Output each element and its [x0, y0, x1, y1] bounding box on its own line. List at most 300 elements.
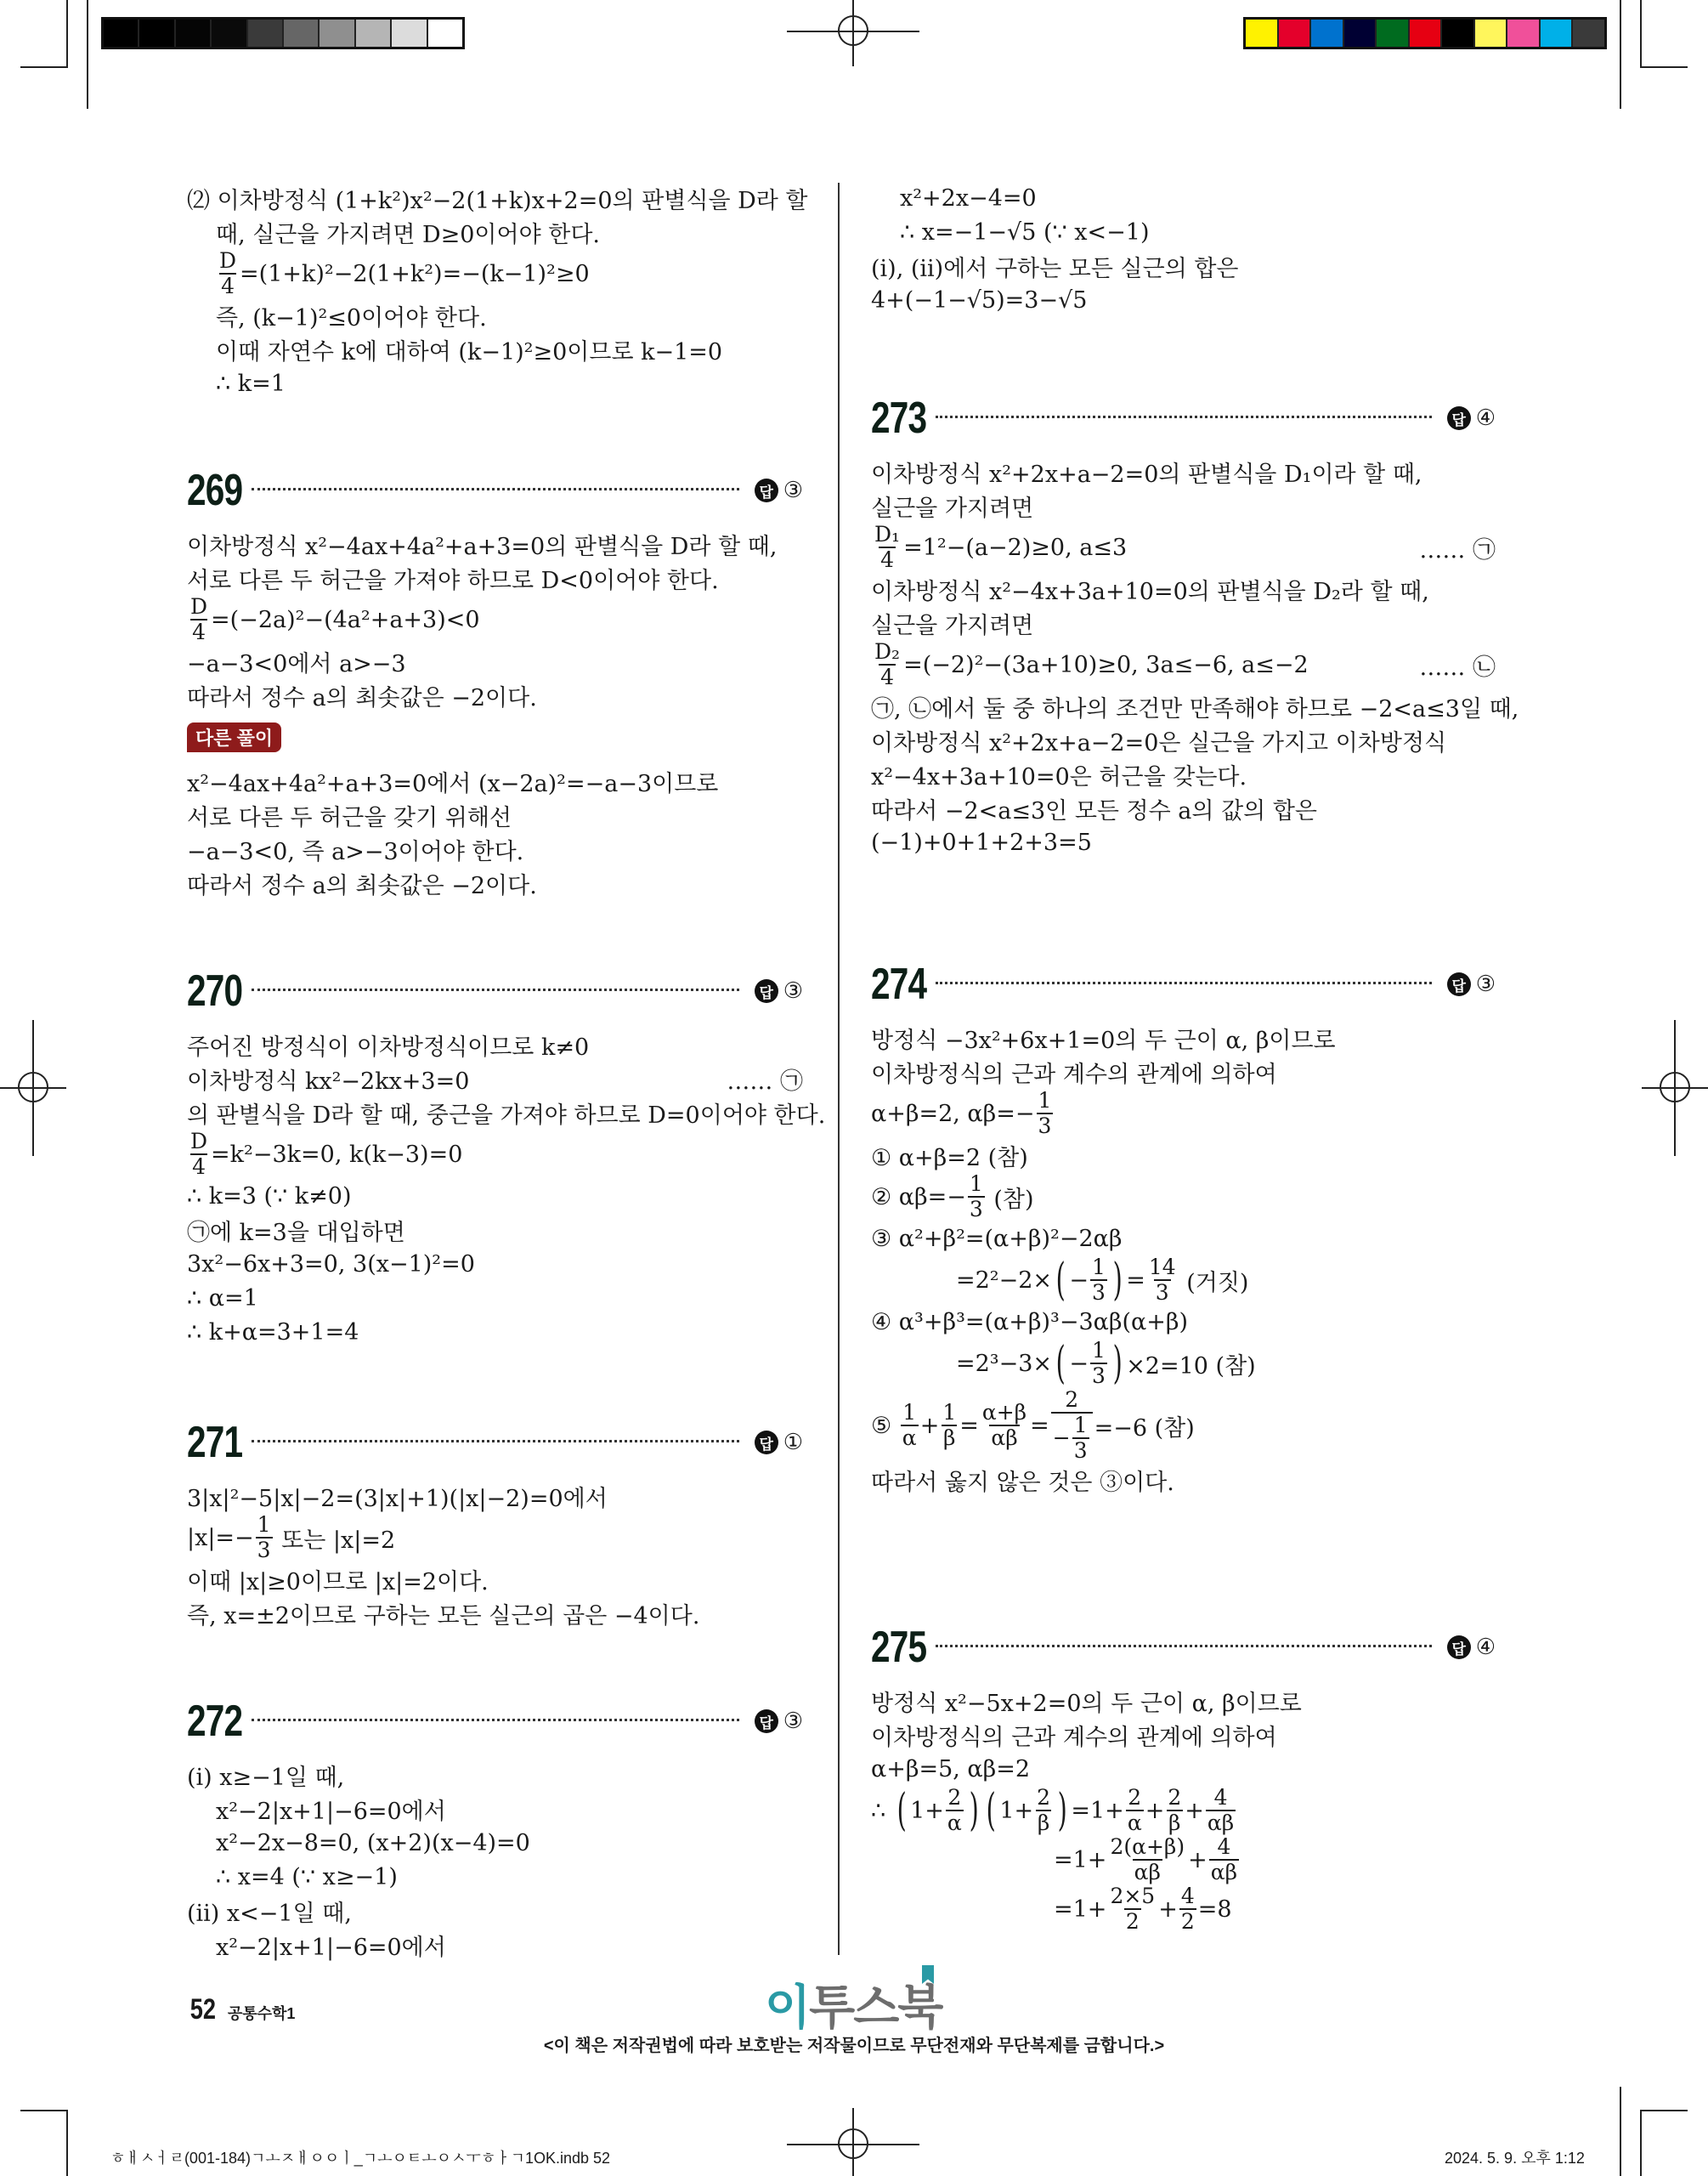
fraction: [873, 523, 902, 572]
solution-line: [187, 764, 803, 798]
math-text: 이차방정식의 근과 계수의 관계에 의하여: [871, 1061, 1277, 1088]
math-text: (거짓): [1179, 1269, 1249, 1296]
fraction: [1147, 1255, 1178, 1305]
solution-line: [187, 644, 803, 678]
fraction: [1108, 1884, 1157, 1934]
solution-lines: [871, 1684, 1496, 1934]
solution-line: [871, 640, 1496, 689]
math-text: 또는 |x|=2: [274, 1527, 396, 1554]
color-swatch: [356, 20, 392, 47]
math-text: x²−4x+3a+10=0은 허근을 갖는다.: [871, 763, 1247, 790]
publisher-logo: [765, 1970, 942, 2038]
color-swatch: [1442, 20, 1475, 47]
math-text: ∴ α=1: [187, 1284, 258, 1312]
solution-line: [871, 1221, 1496, 1255]
solution-line: [187, 366, 803, 400]
color-swatch: [1344, 20, 1377, 47]
math-text: +: [1145, 1797, 1165, 1824]
solution-line: [187, 1130, 803, 1179]
fraction: [1166, 1786, 1183, 1835]
fraction-numerator: D: [190, 1129, 208, 1153]
math-text: 1+: [999, 1797, 1034, 1824]
fraction-denominator: [1051, 1412, 1093, 1463]
math-text: =2³−3×: [956, 1350, 1053, 1377]
solution-line: [871, 825, 1496, 859]
color-swatch: [1507, 20, 1541, 47]
fraction: [873, 640, 902, 689]
fraction-numerator: 1: [1091, 1338, 1106, 1363]
solution-line: [187, 1028, 803, 1062]
math-text: 방정식 −3x²+6x+1=0의 두 근이 α, β이므로: [871, 1027, 1336, 1054]
large-parenthesis: ): [969, 1785, 979, 1836]
math-text: ×2=10 (참): [1126, 1352, 1256, 1380]
solution-line: [187, 1562, 803, 1596]
fraction-numerator: 4: [1213, 1785, 1228, 1810]
fraction: [189, 1130, 209, 1179]
alternative-solution-badge: 다른 풀이: [187, 722, 281, 752]
fraction-numerator: 1: [969, 1171, 983, 1196]
math-text: 따라서 정수 a의 최솟값은 −2이다.: [187, 872, 537, 899]
problem-272-continued: [871, 181, 1496, 317]
math-text: (ⅰ) x≥−1일 때,: [187, 1764, 345, 1791]
fraction: [981, 1401, 1028, 1450]
math-text: +: [1185, 1797, 1204, 1824]
math-text: ∴ k+α=3+1=4: [187, 1318, 359, 1346]
fraction-numerator: 2(α+β): [1110, 1834, 1185, 1859]
solution-line: [187, 1792, 803, 1826]
problem-275: [871, 1622, 1496, 1934]
math-text: α+β=5, αβ=2: [871, 1755, 1031, 1782]
math-text: 서로 다른 두 허근을 가져야 하므로 D<0이어야 한다.: [187, 567, 719, 594]
fraction-numerator: 1: [1073, 1413, 1088, 1437]
fraction-denominator: αβ: [1134, 1860, 1161, 1884]
answer-badge-icon: 답: [755, 1709, 778, 1733]
problem-number: 270: [187, 966, 243, 1016]
math-text: α+β=2, αβ=−: [871, 1100, 1035, 1127]
color-swatch: [320, 20, 355, 47]
math-text: |x|=−: [187, 1524, 254, 1551]
math-text: ∴ x=4 (∵ x≥−1): [216, 1863, 398, 1890]
math-text: 이차방정식 x²−4x+3a+10=0의 판별식을 D₂라 할 때,: [871, 578, 1429, 605]
math-text: 이차방정식 x²+2x+a−2=0은 실근을 가지고 이차방정식: [871, 729, 1447, 756]
solution-line: [187, 678, 803, 712]
math-text: ∴ k=3 (∵ k≠0): [187, 1182, 352, 1210]
fraction: [256, 1513, 273, 1562]
math-text: +: [919, 1412, 940, 1439]
color-swatch: [1475, 20, 1508, 47]
solution-line: [871, 283, 1496, 317]
math-text: x²−4ax+4a²+a+3=0에서 (x−2a)²=−a−3이므로: [187, 770, 719, 797]
fraction: [1179, 1884, 1196, 1934]
problem-274: [871, 959, 1496, 1497]
fraction-numerator: 2: [1037, 1785, 1051, 1810]
math-text: x²−2|x+1|−6=0에서: [216, 1934, 446, 1961]
solution-line: [187, 1479, 803, 1513]
fraction-numerator: D₂: [874, 639, 901, 664]
fraction-numerator: α+β: [981, 1400, 1027, 1425]
solution-line: [871, 455, 1496, 489]
math-text: 따라서 정수 a의 최솟값은 −2이다.: [187, 684, 537, 711]
color-swatch: [284, 20, 320, 47]
solution-lines: [187, 527, 803, 712]
solution-line: [871, 723, 1496, 757]
math-text: −: [1069, 1350, 1089, 1377]
solution-line: [187, 1096, 826, 1130]
large-parenthesis: (: [1055, 1255, 1066, 1306]
math-text: −: [1052, 1425, 1071, 1450]
fraction-numerator: D: [219, 248, 237, 273]
color-swatch: [104, 20, 139, 47]
math-text: 이차방정식 x²−4ax+4a²+a+3=0의 판별식을 D라 할 때,: [187, 533, 778, 560]
fraction-numerator: 4: [1180, 1884, 1195, 1908]
answer-badge-icon: 답: [755, 1431, 778, 1454]
color-swatch: [1573, 20, 1604, 47]
math-text: (ⅰ), (ⅱ)에서 구하는 모든 실근의 합은: [871, 255, 1239, 282]
math-text: =8: [1197, 1896, 1232, 1923]
math-text: =: [1030, 1412, 1049, 1439]
solution-line: [187, 866, 803, 900]
math-text: =(−2)²−(3a+10)≥0, 3a≤−6, a≤−2: [903, 651, 1309, 678]
solution-line: [187, 527, 803, 561]
fraction-denominator: 4: [880, 547, 894, 572]
large-parenthesis: ): [1112, 1338, 1123, 1389]
math-text: 의 판별식을 D라 할 때, 중근을 가져야 하므로 D=0이어야 한다.: [187, 1102, 826, 1129]
solution-line: [871, 1021, 1496, 1055]
equation-label: …… ㉠: [1419, 536, 1496, 564]
math-text: =2²−2×: [956, 1266, 1053, 1294]
answer-value: ③: [1475, 972, 1496, 997]
problem-273: [871, 393, 1519, 859]
answer: [1447, 1635, 1496, 1660]
solution-line: [187, 181, 808, 215]
math-text: =1+: [1054, 1896, 1107, 1923]
fraction-denominator: α: [1127, 1810, 1142, 1835]
solution-line: [187, 1281, 803, 1315]
math-text: 때, 실근을 가지려면 D≥0이어야 한다.: [216, 221, 601, 248]
solution-line: [187, 1826, 803, 1860]
fraction-numerator: 2: [1168, 1785, 1182, 1810]
solution-268-part2: [187, 181, 808, 400]
fraction: [1090, 1339, 1107, 1388]
large-parenthesis: (: [1055, 1338, 1066, 1389]
color-swatch: [1279, 20, 1312, 47]
answer-value: ③: [783, 978, 803, 1004]
solution-lines: [187, 1028, 826, 1349]
color-swatch: [139, 20, 175, 47]
math-text: =−6 (참): [1094, 1414, 1195, 1442]
fraction: [1051, 1388, 1093, 1463]
solution-line: [871, 523, 1496, 572]
math-text: 1+: [910, 1797, 944, 1824]
math-text: =k²−3k=0, k(k−3)=0: [211, 1141, 463, 1168]
solution-line: [187, 595, 803, 644]
fraction-numerator: 2: [1128, 1785, 1142, 1810]
color-swatch: [1246, 20, 1279, 47]
fraction: [1209, 1835, 1239, 1884]
fraction-denominator: 4: [221, 274, 235, 298]
solution-line: [871, 249, 1496, 283]
fraction-numerator: 2×5: [1110, 1884, 1156, 1908]
solution-line: [187, 249, 803, 298]
dotted-leader: [252, 488, 739, 490]
color-swatch: [248, 20, 284, 47]
fraction-numerator: 1: [902, 1400, 917, 1425]
solution-line: [871, 489, 1496, 523]
solution-line: [871, 1172, 1496, 1221]
math-text: 이차방정식 x²+2x+a−2=0의 판별식을 D₁이라 할 때,: [871, 461, 1422, 488]
solution-line: [187, 561, 803, 595]
fraction-numerator: 2: [1065, 1387, 1079, 1412]
equation-label: …… ㉡: [1419, 654, 1496, 681]
fraction-numerator: 1: [942, 1400, 957, 1425]
problem-number: 272: [187, 1697, 243, 1746]
fraction-denominator: α: [902, 1425, 917, 1450]
problem-270: [187, 966, 826, 1349]
solution-line: [871, 1718, 1496, 1752]
fraction: [218, 249, 238, 298]
solution-line: [871, 1884, 1496, 1934]
solution-line: [871, 572, 1496, 606]
fraction-numerator: D₁: [874, 522, 901, 547]
solution-line: [187, 832, 803, 866]
math-text: 주어진 방정식이 이차방정식이므로 k≠0: [187, 1034, 590, 1061]
math-text: =1+: [1054, 1846, 1107, 1873]
problem-header: [871, 393, 1496, 444]
math-text: +: [1158, 1896, 1178, 1923]
solution-line: [871, 215, 1496, 249]
fraction-denominator: 2: [1125, 1909, 1140, 1934]
math-text: ㉠, ㉡에서 둘 중 하나의 조건만 만족해야 하므로 −2<a≤3일 때,: [871, 695, 1519, 722]
solution-line: [187, 1062, 803, 1096]
problem-header: [871, 1622, 1496, 1673]
solution-line: [187, 332, 803, 366]
solution-lines: [187, 1758, 803, 1962]
problem-number: 271: [187, 1418, 243, 1467]
print-slug-filename: ㅎㅐㅅㅓㄹ(001-184)ㄱㅗㅈㅐㅇㅇㅣ_ㄱㅗㅇㅌㅗㅇㅅㅜㅎㅏㄱ1OK.indb 52: [110, 2150, 611, 2167]
logo-text-first: 이: [765, 1980, 810, 2034]
dotted-leader: [936, 416, 1432, 418]
fraction-denominator: 3: [1091, 1363, 1106, 1388]
color-swatch: [1311, 20, 1344, 47]
page-number: 52: [189, 1993, 217, 2026]
solution-line: [871, 181, 1496, 215]
solution-lines: [187, 181, 808, 400]
fraction-denominator: 3: [1038, 1114, 1052, 1138]
answer: [755, 1708, 803, 1734]
math-text: ∴ x=−1−√5 (∵ x<−1): [900, 218, 1150, 246]
large-parenthesis: (: [896, 1785, 907, 1836]
math-text: ∴: [871, 1797, 893, 1824]
math-text: 이때 |x|≥0이므로 |x|=2이다.: [187, 1568, 489, 1595]
solution-line: [871, 606, 1496, 640]
math-text: =1²−(a−2)≥0, a≤3: [903, 534, 1128, 561]
large-parenthesis: ): [1057, 1785, 1067, 1836]
solution-lines: [871, 181, 1496, 317]
math-text: 4+(−1−√5)=3−√5: [871, 286, 1088, 314]
color-swatch: [176, 20, 212, 47]
solution-line: [871, 1786, 1496, 1835]
solution-line: [871, 1463, 1496, 1497]
fraction-numerator: D: [190, 594, 208, 619]
math-text: =1+: [1071, 1797, 1124, 1824]
problem-271: [187, 1417, 803, 1630]
book-title: 공통수학1: [227, 2005, 296, 2022]
solution-line: [871, 1684, 1496, 1718]
solution-line: [871, 1255, 1496, 1305]
answer: [755, 978, 803, 1004]
fraction: [1126, 1786, 1144, 1835]
math-text: ② αβ=−: [871, 1183, 966, 1210]
math-text: 3|x|²−5|x|−2=(3|x|+1)(|x|−2)=0에서: [187, 1485, 608, 1512]
fraction: [1206, 1786, 1236, 1835]
math-text: ⑵ 이차방정식 (1+k²)x²−2(1+k)x+2=0의 판별식을 D라 할: [187, 187, 808, 214]
fraction-numerator: 2: [947, 1785, 962, 1810]
solution-line: [871, 757, 1496, 791]
math-text: 3x²−6x+3=0, 3(x−1)²=0: [187, 1250, 475, 1278]
fraction-denominator: 3: [1091, 1280, 1106, 1305]
fraction-denominator: 3: [257, 1538, 271, 1562]
fraction-denominator: αβ: [991, 1425, 1018, 1450]
problem-number: 274: [871, 960, 927, 1009]
solution-line: [871, 1388, 1496, 1463]
fraction-denominator: β: [1168, 1810, 1181, 1835]
fraction-numerator: 1: [1038, 1088, 1052, 1113]
problem-272: [187, 1696, 803, 1962]
dotted-leader: [252, 1719, 739, 1721]
solution-line: [187, 1894, 803, 1928]
fraction-denominator: 4: [192, 620, 206, 644]
math-text: ④ α³+β³=(α+β)³−3αβ(α+β): [871, 1308, 1189, 1335]
math-text: x²+2x−4=0: [900, 184, 1037, 212]
math-text: +: [1188, 1846, 1207, 1873]
dotted-leader: [936, 982, 1432, 984]
answer-badge-icon: 답: [755, 979, 778, 1003]
answer-badge-icon: 답: [1447, 1635, 1471, 1659]
math-text: ⑤: [871, 1412, 899, 1439]
math-text: 실근을 가지려면: [871, 495, 1034, 522]
math-text: 서로 다른 두 허근을 갖기 위해선: [187, 804, 512, 831]
fraction: [946, 1786, 964, 1835]
solution-line: [871, 791, 1496, 825]
fraction-denominator: 3: [1073, 1438, 1088, 1463]
fraction: [189, 595, 209, 644]
solution-line: [187, 1179, 803, 1213]
fraction: [1090, 1255, 1107, 1305]
problem-header: [187, 966, 803, 1017]
color-swatch: [1377, 20, 1410, 47]
grayscale-calibration-bar: [101, 17, 465, 49]
fraction-denominator: αβ: [1210, 1860, 1238, 1884]
answer-badge-icon: 답: [755, 479, 778, 502]
math-text: −a−3<0에서 a>−3: [187, 650, 406, 677]
equation-label: …… ㉠: [727, 1068, 803, 1095]
problem-number: 273: [871, 394, 927, 443]
math-text: 이차방정식의 근과 계수의 관계에 의하여: [871, 1724, 1277, 1751]
color-swatch: [1410, 20, 1443, 47]
math-text: 이때 자연수 k에 대하여 (k−1)²≥0이므로 k−1=0: [216, 338, 723, 366]
solution-line: [187, 1596, 803, 1630]
answer-value: ④: [1475, 1635, 1496, 1660]
column-divider: [838, 183, 840, 1955]
solution-lines: [871, 1021, 1496, 1497]
solution-line: [871, 1055, 1496, 1089]
fraction: [1035, 1786, 1052, 1835]
fraction: [1037, 1089, 1054, 1138]
logo-text-rest: 투스북: [809, 1980, 942, 2034]
alternative-solution-lines: [187, 764, 803, 900]
solution-line: [187, 298, 803, 332]
solution-line: [187, 1513, 803, 1562]
math-text: 즉, x=±2이므로 구하는 모든 실근의 곱은 −4이다.: [187, 1602, 700, 1629]
answer: [1447, 405, 1496, 431]
answer: [1447, 972, 1496, 997]
solution-lines: [871, 455, 1519, 859]
answer-value: ①: [783, 1430, 803, 1455]
problem-number: 275: [871, 1623, 927, 1672]
copyright-notice: <이 책은 저작권법에 따라 보호받는 저작물이므로 무단전재와 무단복제를 금합니다.>: [543, 2037, 1165, 2055]
fraction: [901, 1401, 919, 1450]
page-footer: [187, 1993, 295, 2026]
math-text: −a−3<0, 즉 a>−3이어야 한다.: [187, 838, 524, 865]
color-swatch: [392, 20, 427, 47]
math-text: (−1)+0+1+2+3=5: [871, 829, 1092, 856]
math-text: −: [1069, 1266, 1089, 1294]
answer: [755, 1430, 803, 1455]
math-text: =(1+k)²−2(1+k²)=−(k−1)²≥0: [240, 260, 590, 287]
solution-line: [187, 1213, 803, 1247]
large-parenthesis: ): [1112, 1255, 1123, 1306]
problem-number: 269: [187, 466, 243, 515]
math-text: =(−2a)²−(4a²+a+3)<0: [211, 606, 480, 633]
math-text: (ⅱ) x<−1일 때,: [187, 1900, 352, 1927]
math-text: ㉠에 k=3을 대입하면: [187, 1219, 405, 1246]
fraction-denominator: 2: [1180, 1909, 1195, 1934]
math-text: ① α+β=2 (참): [871, 1144, 1028, 1171]
problem-header: [187, 1417, 803, 1468]
solution-line: [187, 215, 803, 249]
math-text: 실근을 가지려면: [871, 612, 1034, 639]
math-text: x²−2x−8=0, (x+2)(x−4)=0: [216, 1829, 530, 1856]
fraction-denominator: β: [943, 1425, 956, 1450]
answer-badge-icon: 답: [1447, 406, 1471, 430]
solution-line: [187, 1247, 803, 1281]
fraction-denominator: 4: [880, 665, 894, 689]
solution-line: [871, 1089, 1496, 1138]
math-text: =: [959, 1412, 979, 1439]
math-text: 즉, (k−1)²≤0이어야 한다.: [216, 304, 487, 332]
math-text: 이차방정식 kx²−2kx+3=0: [187, 1068, 470, 1095]
problem-header: [187, 465, 803, 516]
fraction-numerator: 1: [1091, 1255, 1106, 1279]
solution-lines: [187, 1479, 803, 1630]
solution-line: [871, 1339, 1496, 1388]
answer-badge-icon: 답: [1447, 972, 1471, 996]
problem-header: [187, 1696, 803, 1747]
dotted-leader: [252, 1440, 739, 1442]
math-text: (참): [986, 1186, 1034, 1213]
solution-line: [871, 689, 1519, 723]
color-swatch: [1541, 20, 1574, 47]
color-swatch: [212, 20, 247, 47]
problem-269: [187, 465, 803, 900]
solution-line: [187, 1860, 803, 1894]
color-swatch: [428, 20, 462, 47]
color-calibration-bar: [1243, 17, 1607, 49]
fraction: [941, 1401, 958, 1450]
fraction-denominator: β: [1037, 1810, 1050, 1835]
math-text: 따라서 −2<a≤3인 모든 정수 a의 값의 합은: [871, 797, 1317, 824]
math-text: x²−2|x+1|−6=0에서: [216, 1798, 446, 1825]
